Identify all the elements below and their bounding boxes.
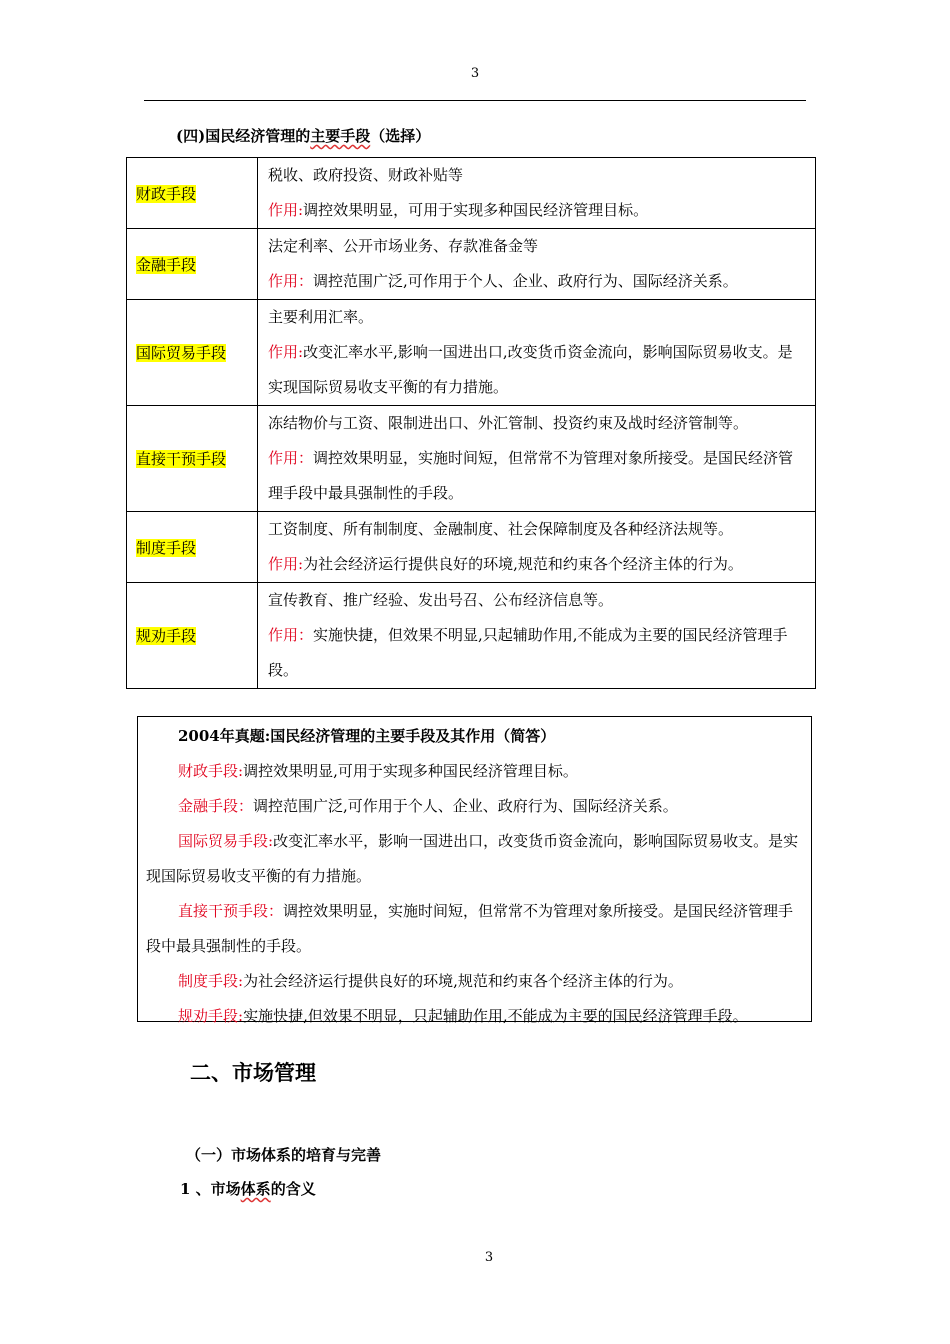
means-tools: 法定利率、公开市场业务、存款准备金等 (268, 237, 539, 255)
table-row (127, 300, 816, 406)
exam-item-text: 为社会经济运行提供良好的环境,规范和约束各个经济主体的行为。 (243, 972, 683, 990)
means-role (268, 441, 807, 511)
heading4-prefix: 1 、市场 (180, 1180, 241, 1198)
exam-item (146, 999, 801, 1034)
means-desc-cell (258, 158, 816, 229)
means-role (268, 335, 807, 405)
means-role (268, 618, 807, 688)
section-title (176, 125, 430, 146)
exam-item (146, 754, 801, 789)
means-tools: 冻结物价与工资、限制进出口、外汇管制、投资约束及战时经济管制等。 (268, 414, 749, 432)
means-name-cell (127, 229, 258, 300)
table-row (127, 583, 816, 689)
exam-item (146, 824, 801, 894)
exam-item (146, 894, 801, 964)
means-name-cell (127, 300, 258, 406)
means-tools: 宣传教育、推广经验、发出号召、公布经济信息等。 (268, 591, 614, 609)
means-name-cell (127, 583, 258, 689)
section-title-emphasis: 主要手段 (310, 127, 371, 145)
footer-page-number: 3 (484, 1250, 494, 1265)
exam-item-text: 调控效果明显,可用于实现多种国民经济管理目标。 (243, 762, 578, 780)
means-name: 国际贸易手段 (136, 344, 227, 362)
means-desc-cell (258, 229, 816, 300)
means-role (268, 547, 807, 582)
means-name: 制度手段 (136, 538, 197, 557)
role-text: 调控效果明显，可用于实现多种国民经济管理目标。 (303, 201, 649, 219)
role-text: 实施快捷，但效果不明显,只起辅助作用,不能成为主要的国民经济管理手段。 (268, 626, 788, 679)
heading4-suffix: 的含义 (270, 1180, 316, 1198)
means-desc-cell (258, 406, 816, 512)
means-role (268, 193, 807, 228)
exam-item-text: 实施快捷,但效果不明显，只起辅助作用,不能成为主要的国民经济管理手段。 (243, 1007, 748, 1025)
means-name: 财政手段 (136, 184, 197, 203)
means-name-cell (127, 406, 258, 512)
means-desc-cell (258, 583, 816, 689)
means-name: 金融手段 (136, 255, 197, 274)
exam-question-box (137, 716, 812, 1025)
role-label: 作用： (268, 449, 314, 467)
means-name-cell (127, 512, 258, 583)
table-row (127, 229, 816, 300)
means-table (126, 157, 816, 689)
means-tools: 主要利用汇率。 (268, 308, 374, 326)
role-label: 作用: (268, 555, 304, 573)
heading-market-management: 二、市场管理 (190, 1060, 316, 1085)
exam-item-text: 调控范围广泛,可作用于个人、企业、政府行为、国际经济关系。 (253, 797, 678, 815)
role-label: 作用: (268, 201, 304, 219)
section-title-prefix: (四)国民经济管理的 (176, 127, 311, 145)
role-text: 为社会经济运行提供良好的环境,规范和约束各个经济主体的行为。 (303, 555, 743, 573)
header-rule (144, 100, 806, 101)
role-label: 作用: (268, 343, 304, 361)
heading-market-system-meaning (180, 1178, 316, 1199)
means-name: 规劝手段 (136, 627, 197, 645)
heading-market-system: （一）市场体系的培育与完善 (186, 1146, 382, 1164)
means-name: 直接干预手段 (136, 450, 227, 468)
exam-item-text: 改变汇率水平，影响一国进出口，改变货币资金流向，影响国际贸易收支。是实现国际贸易收支平衡的有力措施。 (146, 832, 799, 885)
means-tools: 工资制度、所有制制度、金融制度、社会保障制度及各种经济法规等。 (268, 520, 734, 538)
role-text: 改变汇率水平,影响一国进出口,改变货币资金流向，影响国际贸易收支。是实现国际贸易收支平衡的有力措施。 (268, 343, 793, 396)
exam-item-label: 规劝手段: (178, 1007, 244, 1025)
exam-item-label: 国际贸易手段: (178, 832, 274, 850)
table-row (127, 406, 816, 512)
heading4-emphasis: 体系 (240, 1180, 271, 1198)
section-title-suffix: （选择） (370, 127, 431, 145)
means-desc-cell (258, 512, 816, 583)
exam-item-label: 直接干预手段： (178, 902, 284, 920)
exam-title: 2004年真题:国民经济管理的主要手段及其作用（简答） (178, 727, 556, 745)
means-tools: 税收、政府投资、财政补贴等 (268, 166, 464, 184)
exam-item-label: 财政手段: (178, 762, 244, 780)
role-label: 作用： (268, 272, 314, 290)
exam-item (146, 789, 801, 824)
role-text: 调控范围广泛,可作用于个人、企业、政府行为、国际经济关系。 (313, 272, 738, 290)
header-page-number: 3 (470, 66, 480, 81)
table-row (127, 512, 816, 583)
means-role (268, 264, 807, 299)
means-desc-cell (258, 300, 816, 406)
exam-item-text: 调控效果明显，实施时间短，但常常不为管理对象所接受。是国民经济管理手段中最具强制性的手段。 (146, 902, 794, 955)
exam-item-label: 金融手段： (178, 797, 254, 815)
table-row (127, 158, 816, 229)
role-label: 作用： (268, 626, 314, 644)
exam-item (146, 964, 801, 999)
role-text: 调控效果明显，实施时间短，但常常不为管理对象所接受。是国民经济管理手段中最具强制性的手段。 (268, 449, 794, 502)
exam-item-label: 制度手段: (178, 972, 244, 990)
means-name-cell (127, 158, 258, 229)
